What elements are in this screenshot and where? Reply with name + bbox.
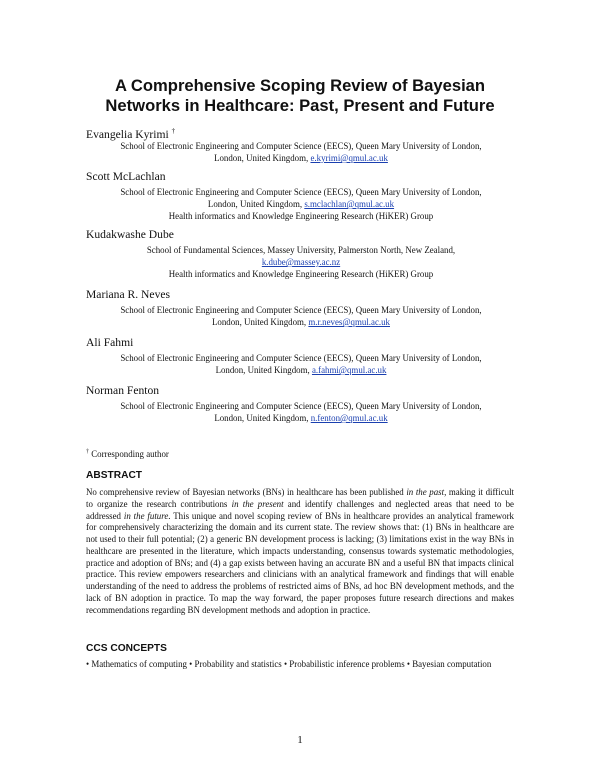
affiliation-line: London, United Kingdom, n.fenton@qmul.ac.uk bbox=[214, 413, 388, 423]
ccs-heading: CCS CONCEPTS bbox=[86, 643, 167, 654]
affiliation-kyrimi bbox=[86, 140, 516, 164]
ccs-concepts-text: • Mathematics of computing • Probability and statistics • Probabilistic inference problems • Bayesian computation bbox=[86, 659, 492, 669]
affiliation-dube bbox=[86, 244, 516, 280]
email-link[interactable]: a.fahmi@qmul.ac.uk bbox=[311, 365, 387, 375]
footnote-text: Corresponding author bbox=[89, 448, 169, 459]
affiliation-fahmi bbox=[86, 352, 516, 376]
page-number: 1 bbox=[297, 734, 303, 746]
affiliation-line: School of Electronic Engineering and Computer Science (EECS), Queen Mary University of London, bbox=[120, 141, 482, 151]
email-link[interactable]: k.dube@massey.ac.nz bbox=[261, 257, 341, 267]
affiliation-line: London, United Kingdom, a.fahmi@qmul.ac.uk bbox=[215, 365, 387, 375]
author-name-neves: Mariana R. Neves bbox=[86, 288, 171, 301]
affiliation-line: London, United Kingdom, e.kyrimi@qmul.ac.uk bbox=[214, 153, 388, 163]
author-name-fenton: Norman Fenton bbox=[86, 384, 160, 397]
corresponding-author-mark: † bbox=[171, 127, 176, 135]
email-link[interactable]: m.r.neves@qmul.ac.uk bbox=[308, 317, 390, 327]
affiliation-line: School of Electronic Engineering and Computer Science (EECS), Queen Mary University of London, bbox=[120, 401, 482, 411]
author-name-mclachlan: Scott McLachlan bbox=[86, 170, 166, 183]
affiliation-line: School of Electronic Engineering and Computer Science (EECS), Queen Mary University of London, bbox=[120, 187, 482, 197]
affiliation-neves bbox=[86, 304, 516, 328]
author-name-dube: Kudakwashe Dube bbox=[86, 228, 174, 241]
email-link[interactable]: n.fenton@qmul.ac.uk bbox=[310, 413, 388, 423]
author-name-fahmi: Ali Fahmi bbox=[86, 336, 134, 349]
affiliation-mclachlan bbox=[86, 186, 516, 222]
affiliation-line bbox=[86, 256, 516, 268]
abstract-heading: ABSTRACT bbox=[86, 470, 143, 481]
affiliation-line: Health informatics and Knowledge Engineering Research (HiKER) Group bbox=[168, 269, 434, 279]
paper-title bbox=[60, 76, 540, 116]
abstract-body: No comprehensive review of Bayesian networks (BNs) in healthcare has been published in the past, making it difficult to organize the research contributions in the present and identify challenges and neglected areas that need to be addressed in the future. This unique and novel scoping review of BNs in healthcare provides an analytical framework for comprehensively characterizing the domain and its current state. The review shows that: (1) BNs in healthcare are not used to their full potential; (2) a generic BN development process is lacking; (3) limitations exist in the way BNs in healthcare are presented in the literature, which impacts understanding, consensus towards systematic methodologies, practice and adoption of BNs; and (4) a gap exists between having an accurate BN and a useful BN that impacts clinical practice. This review empowers researchers and clinicians with an analytical framework and findings that will enable understanding of the need to address the problems of restricted aims of BNs, ad hoc BN development methods, and the lack of BN adoption in practice. To map the way forward, the paper proposes future research directions and makes recommendations regarding BN development methods and adoption in practice. bbox=[86, 487, 515, 615]
affiliation-line: London, United Kingdom, s.mclachlan@qmul.ac.uk bbox=[207, 199, 395, 209]
email-link[interactable]: s.mclachlan@qmul.ac.uk bbox=[304, 199, 395, 209]
affiliation-line: Health informatics and Knowledge Engineering Research (HiKER) Group bbox=[168, 211, 434, 221]
author-name-text: Evangelia Kyrimi bbox=[86, 127, 169, 141]
affiliation-line: School of Electronic Engineering and Computer Science (EECS), Queen Mary University of London, bbox=[120, 305, 482, 315]
affiliation-line: School of Fundamental Sciences, Massey University, Palmerston North, New Zealand, bbox=[146, 245, 456, 255]
email-link[interactable]: e.kyrimi@qmul.ac.uk bbox=[310, 153, 388, 163]
footnote-mark: † bbox=[86, 449, 89, 455]
affiliation-line: School of Electronic Engineering and Computer Science (EECS), Queen Mary University of London, bbox=[120, 353, 482, 363]
paper-title-line-2: Networks in Healthcare: Past, Present and Future bbox=[105, 96, 495, 115]
affiliation-fenton bbox=[86, 400, 516, 424]
corresponding-author-footnote bbox=[86, 446, 169, 460]
paper-title-line-1: A Comprehensive Scoping Review of Bayesian bbox=[114, 76, 486, 95]
affiliation-line: London, United Kingdom, m.r.neves@qmul.ac.uk bbox=[211, 317, 390, 327]
